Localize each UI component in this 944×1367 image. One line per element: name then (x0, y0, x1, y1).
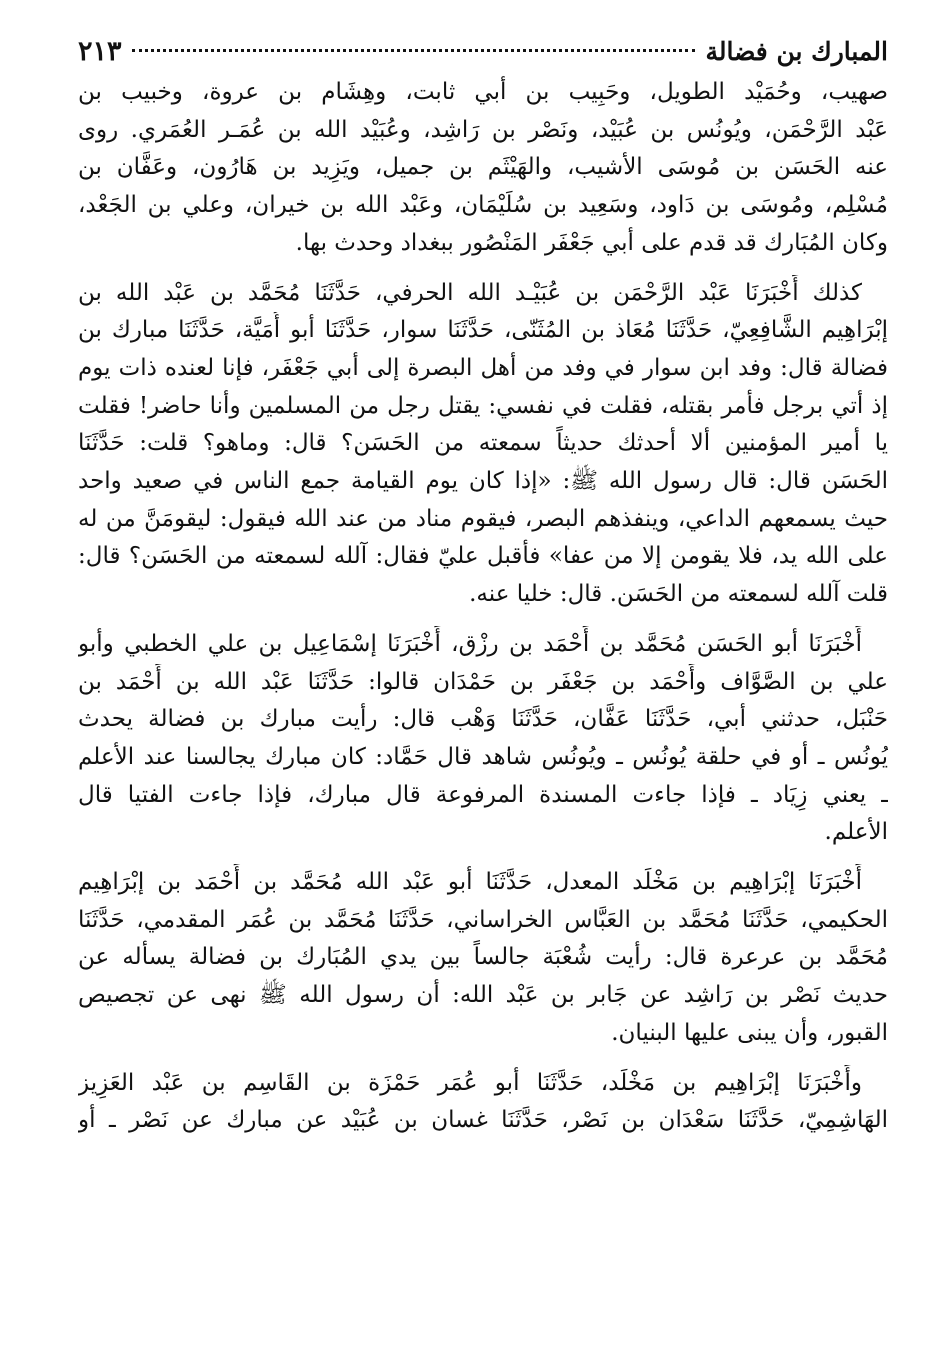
text-line: علي بن الصَّوَّاف وأَحْمَد بن جَعْفَر بن حَمْدَان قالوا: حَدَّثَنَا عَبْد الله بن أَحْمَد بن (78, 668, 888, 695)
text-line: مُحَمَّد بن عرعرة قال: رأيت شُعْبَة جالساً بين يدي المُبَارك بن فضالة يسأله عن (78, 944, 888, 971)
paragraph-gap (78, 1053, 888, 1065)
text-line: إبْرَاهِيم الشَّافِعِيّ، حَدَّثَنَا مُعَاذ بن المُثَنّى، حَدَّثَنَا سوار، حَدَّثَنَا أبو أُمَيَّة، حَدَّثَنَا مبارك بن (78, 317, 888, 344)
text-line: الهَاشِمِيّ، حَدَّثَنَا سَعْدَان بن نَصْر، حَدَّثَنَا غسان بن عُبَيْد عن مبارك عن نَصْر ـ أو (78, 1107, 888, 1134)
paragraph (78, 74, 888, 263)
paragraph-gap (78, 614, 888, 626)
text-line: فضالة قال: وفد ابن سوار في وفد من أهل البصرة إلى أبي جَعْفَر، فإنا لعنده ذات يوم (78, 354, 888, 381)
paragraph-gap (78, 263, 888, 275)
paragraph (78, 864, 888, 1053)
text-line: وأَخْبَرَنَا إبْرَاهِيم بن مَخْلَد، حَدَّثَنَا أبو عُمَر حَمْزَة بن القَاسِم بن عَبْد العَزِيز (78, 1069, 862, 1096)
text-line: عَبْد الرَّحْمَن، ويُونُس بن عُبَيْد، ونَصْر بن رَاشِد، وعُبَيْد الله بن عُمَـر العُمَري. روى (78, 116, 888, 143)
running-title: المبارك بن فضالة (705, 37, 888, 66)
header-dot-leader (132, 49, 696, 52)
text-line: حَنْبَل، حدثني أبي، حَدَّثَنَا عَفَّان، حَدَّثَنَا وَهْب قال: رأيت مبارك بن فضالة يحدث (78, 706, 888, 733)
text-line: القبور، وأن يبنى عليها البنيان. (611, 1019, 888, 1046)
running-header (78, 30, 888, 74)
text-line: كذلك أَخْبَرَنَا عَبْد الرَّحْمَن بن عُبَيْـد الله الحرفي، حَدَّثَنَا مُحَمَّد بن عَبْد الله بن (78, 279, 862, 306)
text-line: أَخْبَرَنَا إبْرَاهِيم بن مَخْلَد المعدل، حَدَّثَنَا أبو عَبْد الله مُحَمَّد بن أَحْمَد بن إبْرَاهِيم (78, 869, 862, 896)
page-number: ٢١٣ (78, 36, 122, 67)
text-line: مُسْلِم، ومُوسَى بن دَاود، وسَعِيد بن سُلَيْمَان، وعَبْد الله بن خيران، وعلي بن الجَعْد، (78, 192, 888, 219)
text-line: صهيب، وحُمَيْد الطويل، وحَبِيب بن أبي ثابت، وهِشَام بن عروة، وخبيب بن (78, 79, 888, 105)
text-line: وكان المُبَارك قد قدم على أبي جَعْفَر المَنْصُور ببغداد وحدث بها. (295, 229, 888, 256)
text-line: على الله يد، فلا يقومن إلا من عفا» فأقبل عليّ فقال: آلله لسمعته من الحَسَن؟ قال: (78, 543, 888, 570)
text-line: يُونُس ـ أو في حلقة يُونُس ـ ويُونُس شاهد قال حَمَّاد: كان مبارك يجالسنا عند الأعلم (78, 743, 888, 770)
text-line: أَخْبَرَنَا أبو الحَسَن مُحَمَّد بن أَحْمَد بن رزْق، أَخْبَرَنَا إسْمَاعِيل بن علي الخطبي وأبو (78, 630, 862, 657)
paragraph (78, 626, 888, 852)
text-line: عنه الحَسَن بن مُوسَى الأشيب، والهَيْثَم بن جميل، ويَزِيد بن هَارُون، وعَفَّان بن (78, 154, 888, 181)
text-line: قلت آلله لسمعته من الحَسَن. قال: خليا عنه. (469, 581, 888, 608)
book-page (78, 30, 888, 1140)
text-line: إذ أتي برجل فأمر بقتله، فقلت في نفسي: يقتل رجل من المسلمين وأنا حاضر! فقلت (78, 392, 888, 419)
text-line: الحَسَن قال: قال رسول الله ﷺ: «إذا كان يوم القيامة جمع الناس في صعيد واحد (78, 468, 888, 495)
text-line: حيث يسمعهم الداعي، وينفذهم البصر، فيقوم مناد من عند الله فيقول: ليقومَنَّ من له (78, 505, 888, 532)
text-line: حديث نَصْر بن رَاشِد عن جَابر بن عَبْد الله: أن رسول الله ﷺ نهى عن تجصيص (78, 982, 888, 1009)
text-line: الأعلم. (824, 819, 888, 846)
paragraph-gap (78, 852, 888, 864)
paragraph (78, 275, 888, 614)
text-line: الحكيمي، حَدَّثَنَا مُحَمَّد بن العَبَّاس الخراساني، حَدَّثَنَا مُحَمَّد بن عُمَر المقدمي، حَدَّثَنَا (78, 906, 888, 933)
text-line: ـ يعني زِيَاد ـ فإذا جاءت المسندة المرفوعة قال مبارك، فإذا جاءت الفتيا قال (78, 781, 888, 808)
text-line: يا أمير المؤمنين ألا أحدثك حديثاً سمعته من الحَسَن؟ قال: وماهو؟ قلت: حَدَّثَنَا (78, 430, 888, 457)
body-text (78, 74, 888, 1140)
paragraph (78, 1065, 888, 1140)
